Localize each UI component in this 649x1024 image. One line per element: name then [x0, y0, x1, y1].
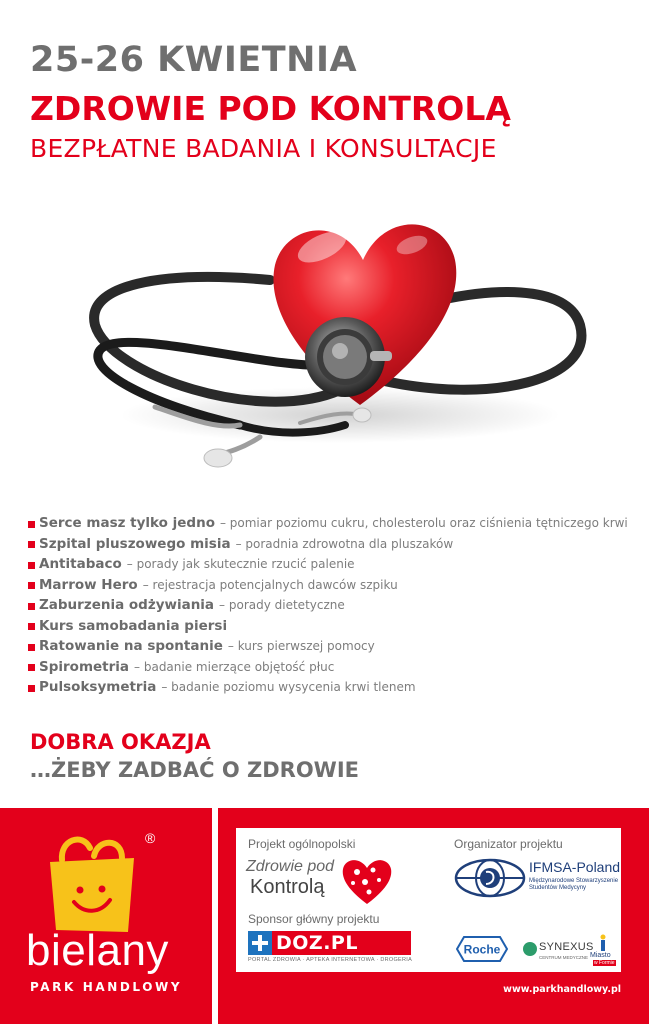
poster-subtitle: BEZPŁATNE BADANIA I KONSULTACJE: [30, 134, 497, 163]
zpk-logo-line-1: Zdrowie pod: [246, 858, 335, 875]
service-desc: – porady dietetyczne: [219, 598, 345, 613]
slogan: [30, 728, 359, 784]
roche-logo: [456, 936, 508, 962]
service-name: Antitabaco: [39, 556, 122, 573]
list-item: [28, 554, 638, 575]
poster-header: [30, 38, 630, 165]
service-name: Serce masz tylko jedno: [39, 515, 215, 532]
doz-name: DOZ.PL: [276, 932, 358, 954]
service-desc: – poradnia zdrowotna dla pluszaków: [235, 536, 454, 551]
heart-icon: [339, 856, 395, 906]
bullet-icon: [28, 521, 35, 528]
poster-title: ZDROWIE POD KONTROLĄ: [30, 89, 511, 128]
zpk-logo-line-2: Kontrolą: [250, 876, 325, 898]
service-name: Ratowanie na spontanie: [39, 638, 223, 655]
organizer-label: Organizator projektu: [454, 837, 563, 851]
event-date: 25-26 KWIETNIA: [30, 40, 358, 80]
service-name: Marrow Hero: [39, 576, 138, 593]
bullet-icon: [28, 562, 35, 569]
shopping-bag-smile-icon: [42, 832, 142, 936]
list-item: [28, 595, 638, 616]
synexus-subtitle: CENTRUM MEDYCZNE: [539, 955, 588, 960]
miasto-name: Miasto: [590, 952, 611, 959]
list-item: [28, 616, 638, 637]
bullet-icon: [28, 541, 35, 548]
doz-tagline: PORTAL ZDROWIA · APTEKA INTERNETOWA · DROGERIA: [248, 957, 413, 963]
service-name: Zaburzenia odżywiania: [39, 597, 215, 614]
partners-panel: [236, 828, 621, 972]
slogan-line-1: DOBRA OKAZJA: [30, 730, 211, 754]
brand-name: bielany: [26, 926, 169, 975]
bullet-icon: [28, 664, 35, 671]
miasto-subtitle: w Formie: [594, 960, 615, 966]
project-label: Projekt ogólnopolski: [248, 837, 356, 851]
list-item: [28, 513, 638, 534]
list-item: [28, 677, 638, 698]
plus-cross-icon: [248, 931, 272, 955]
bullet-icon: [28, 644, 35, 651]
bullet-icon: [28, 582, 35, 589]
brand-tagline: PARK HANDLOWY: [30, 980, 183, 994]
bullet-icon: [28, 685, 35, 692]
service-name: Szpital pluszowego misia: [39, 535, 231, 552]
website-link[interactable]: www.parkhandlowy.pl: [503, 984, 621, 995]
service-desc: – kurs pierwszej pomocy: [227, 639, 375, 654]
footer-band: [0, 808, 649, 1024]
service-name: Spirometria: [39, 658, 130, 675]
heart-stethoscope-image: [40, 175, 610, 505]
figure-icon: [598, 934, 608, 952]
service-desc: – badanie poziomu wysycenia krwi tlenem: [161, 680, 416, 695]
roche-text: Roche: [463, 942, 501, 957]
synexus-icon: [523, 942, 537, 956]
synexus-name: SYNEXUS: [539, 941, 594, 953]
bullet-icon: [28, 603, 35, 610]
list-item: [28, 575, 638, 596]
registered-mark: ®: [145, 830, 156, 846]
list-item: [28, 636, 638, 657]
services-list: [28, 513, 638, 698]
service-name: Kurs samobadania piersi: [39, 617, 228, 634]
service-desc: – porady jak skutecznie rzucić palenie: [126, 557, 355, 572]
list-item: [28, 657, 638, 678]
service-desc: – badanie mierzące objętość płuc: [134, 659, 335, 674]
ifmsa-subtitle: Międzynarodowe Stowarzyszenie Studentów Medycyny: [529, 878, 619, 891]
footer-divider: [212, 808, 218, 1024]
ifmsa-globe-icon: [452, 856, 528, 900]
bullet-icon: [28, 623, 35, 630]
sponsor-label: Sponsor główny projektu: [248, 912, 380, 926]
zdrowie-pod-kontrola-logo: [246, 858, 346, 898]
service-desc: – rejestracja potencjalnych dawców szpiku: [142, 577, 398, 592]
ifmsa-name: IFMSA-Poland: [529, 859, 621, 875]
heart-stethoscope-illustration: [40, 175, 610, 505]
slogan-line-2: …ŻEBY ZADBAĆ O ZDROWIE: [30, 758, 360, 782]
doz-logo: [248, 931, 411, 955]
list-item: [28, 534, 638, 555]
service-name: Pulsoksymetria: [39, 679, 157, 696]
service-desc: – pomiar poziomu cukru, cholesterolu oraz ciśnienia tętniczego krwi: [219, 516, 628, 531]
